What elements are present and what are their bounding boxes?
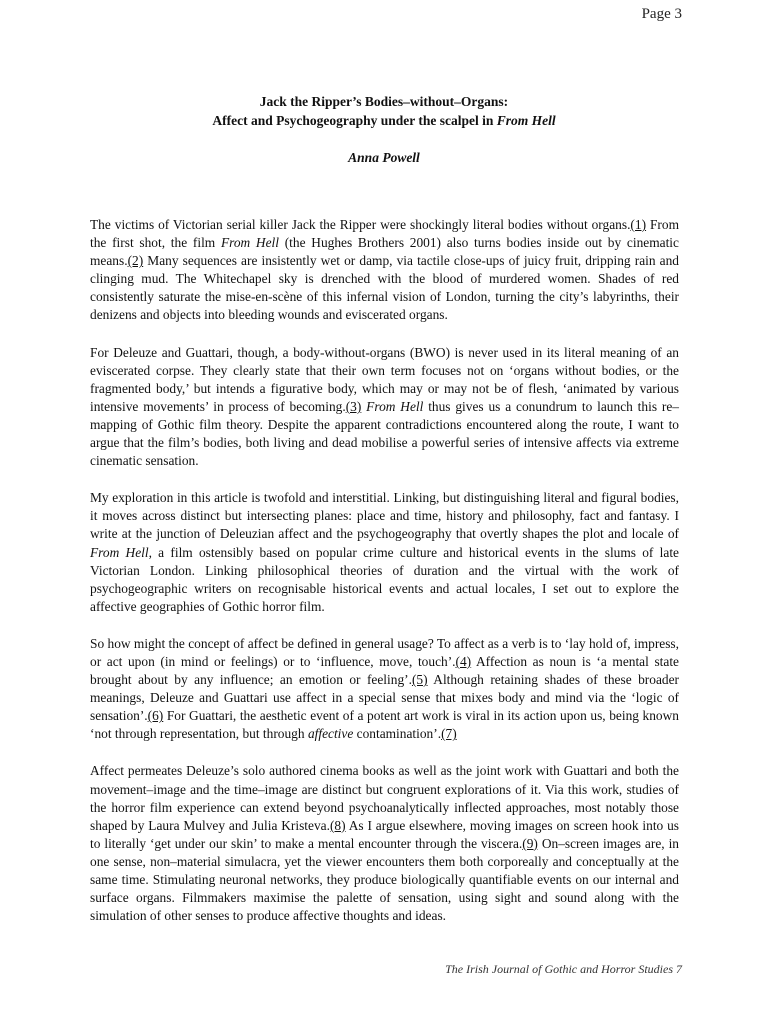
footnote-link-5[interactable]: (5) [411, 672, 428, 688]
paragraph-4 [90, 635, 679, 744]
text-run: , a film ostensibly based on popular crime culture and historical events in the slums of late Victorian London. Linking philosophical theories of duration and the virtual with the work of psychogeographic writers on recognisable historical events and actual locales, I set out to explore the affective geographies of Gothic horror film. [90, 544, 679, 614]
text-run: Affection as noun is ‘a mental state brought about by any influence; an emotion or feeling’. [90, 653, 679, 688]
text-run: Many sequences are insistently wet or damp, via tactile close-ups of juicy fruit, dripping rain and clinging mud. The Whitechapel sky is drenched with the blood of murdered women. Shades of red consistently saturate the mise-en-scène of this infernal vision of London, turning the city’s labyrinths, their denizens and objects into bleeding wounds and eviscerated organs. [90, 253, 679, 323]
text-run: For Deleuze and Guattari, though, a body-without-organs (BWO) is never used in its literal meaning of an eviscerated corpse. They clearly state that their own term focuses not on ‘organs without bodies, or the fragmented body,’ but intends a figurative body, which may or may not be of flesh, ‘animated by various intensive movements’ in process of becoming. [90, 344, 679, 414]
footnote-link-9[interactable]: (9) [522, 835, 538, 851]
film-title: From Hell [496, 113, 556, 128]
text-run: Affect permeates Deleuze’s solo authored cinema books as well as the joint work with Guattari and both the movement–image and the time–image are distinct but congruent explorations of it. Via this work, studies of the horror film experience can extend beyond psychoanalytically inflected approaches, most notably those shaped by Laura Mulvey and Julia Kristeva. [90, 763, 679, 833]
footnote-link-2[interactable]: (2) [127, 253, 144, 269]
text-run: For Guattari, the aesthetic event of a potent art work is viral in its action upon us, being known ‘not through representation, but through [90, 708, 679, 742]
text-run: thus gives us a conundrum to launch this re–mapping of Gothic film theory. Despite the apparent contradictions encountered along the route, I want to argue that the film’s bodies, both living and dead mobilise a powerful series of intensive affects via extreme cinematic sensation. [90, 398, 679, 469]
footnote-link-7[interactable]: (7) [441, 726, 457, 742]
footnote-link-6[interactable]: (6) [147, 708, 164, 724]
text-run: The victims of Victorian serial killer Jack the Ripper were shockingly literal bodies without organs. [90, 217, 631, 232]
article-title-line-2 [0, 111, 768, 130]
footnote-link-4[interactable]: (4) [455, 653, 472, 669]
film-title: From Hell [366, 398, 424, 414]
text-run: From the first shot, the film [90, 217, 679, 251]
journal-footer: The Irish Journal of Gothic and Horror Studies 7 [445, 962, 682, 976]
film-title: From Hell [90, 544, 149, 560]
text-run: Although retaining shades of these broader meanings, Deleuze and Guattari use affect in a special sense that mixes body and mind via the ‘logic of sensation’. [90, 672, 679, 724]
article-title-line-1: Jack the Ripper’s Bodies–without–Organs: [259, 94, 509, 109]
film-title: From Hell [220, 235, 279, 251]
footnote-link-1[interactable]: (1) [630, 217, 647, 232]
text-run: contamination’. [353, 726, 442, 742]
article-title-block [0, 92, 768, 167]
article-title-prefix: Affect and Psychogeography under the scalpel in [212, 113, 497, 128]
text-run: My exploration in this article is twofold and interstitial. Linking, but distinguishing literal and figural bodies, it moves across distinct but intersecting planes: place and time, history and philosophy, fact and fantasy. I write at the junction of Deleuzian affect and the psychogeography that overtly shapes the plot and locale of [90, 490, 679, 542]
paragraph-1 [90, 216, 679, 325]
article-body [90, 216, 679, 944]
text-run: (the Hughes Brothers 2001) also turns bodies inside out by cinematic means. [90, 235, 679, 269]
page-number: Page 3 [641, 6, 682, 22]
paragraph-3 [90, 489, 679, 616]
footnote-link-8[interactable]: (8) [329, 817, 346, 833]
paragraph-2 [90, 344, 679, 471]
author-name: Anna Powell [348, 150, 420, 165]
text-run: On–screen images are, in one sense, non–material simulacra, yet the viewer encounters them both corporeally and conceptually at the same time. Stimulating neuronal networks, they produce biologically quantifiable events on our internal and surface organs. Filmmakers maximise the palette of sensation, using sight and sound along with the simulation of other senses to produce affective thoughts and ideas. [90, 835, 679, 924]
text-run: As I argue elsewhere, moving images on screen hook into us to literally ‘get under our skin’ to make a mental encounter through the viscera. [90, 817, 680, 851]
text-run: So how might the concept of affect be defined in general usage? To affect as a verb is to ‘lay hold of, impress, or act upon (in mind or feelings) or to ‘influence, move, touch’. [90, 635, 679, 669]
paragraph-5 [90, 762, 679, 925]
footnote-link-3[interactable]: (3) [345, 398, 362, 414]
emphasis-text: affective [307, 726, 354, 742]
